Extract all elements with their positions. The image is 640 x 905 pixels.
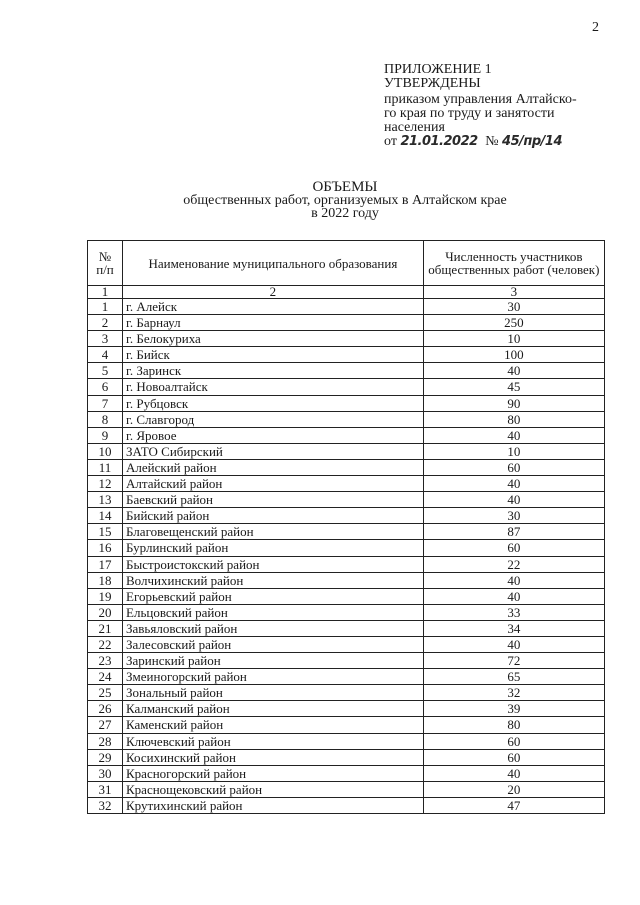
municipality-name: Алтайский район <box>123 476 424 492</box>
header-participants: Численность участников общественных работ (человек) <box>423 241 604 286</box>
participants-count: 22 <box>423 556 604 572</box>
municipality-name: г. Барнаул <box>123 315 424 331</box>
table-row <box>88 749 605 765</box>
participants-count: 39 <box>423 701 604 717</box>
row-number: 12 <box>88 476 123 492</box>
table-row <box>88 443 605 459</box>
table-row <box>88 492 605 508</box>
municipality-name: Зональный район <box>123 685 424 701</box>
title-line: общественных работ, организуемых в Алтайском крае <box>183 193 507 208</box>
table-row <box>88 411 605 427</box>
row-number: 31 <box>88 781 123 797</box>
participants-count: 60 <box>423 459 604 475</box>
participants-count: 60 <box>423 749 604 765</box>
participants-count: 87 <box>423 524 604 540</box>
table-row <box>88 653 605 669</box>
row-number: 29 <box>88 749 123 765</box>
document-title <box>120 181 570 220</box>
municipality-name: г. Славгород <box>123 411 424 427</box>
participants-count: 30 <box>423 299 604 315</box>
row-number: 10 <box>88 443 123 459</box>
row-number: 24 <box>88 669 123 685</box>
order-line: приказом управления Алтайско- <box>384 92 577 107</box>
row-number: 23 <box>88 653 123 669</box>
volumes-table <box>87 240 605 814</box>
municipality-name: г. Рубцовск <box>123 395 424 411</box>
municipality-name: Змеиногорский район <box>123 669 424 685</box>
participants-count: 10 <box>423 331 604 347</box>
table-row <box>88 459 605 475</box>
row-number: 5 <box>88 363 123 379</box>
municipality-name: Быстроистокский район <box>123 556 424 572</box>
municipality-name: Алейский район <box>123 459 424 475</box>
table-header-row <box>88 241 605 286</box>
participants-count: 60 <box>423 540 604 556</box>
table-row <box>88 556 605 572</box>
row-number: 22 <box>88 636 123 652</box>
municipality-name: Калманский район <box>123 701 424 717</box>
table-row <box>88 797 605 813</box>
table-row <box>88 427 605 443</box>
title-line: в 2022 году <box>311 206 379 221</box>
participants-count: 60 <box>423 733 604 749</box>
row-number: 27 <box>88 717 123 733</box>
municipality-name: Залесовский район <box>123 636 424 652</box>
municipality-name: Бурлинский район <box>123 540 424 556</box>
municipality-name: Благовещенский район <box>123 524 424 540</box>
participants-count: 47 <box>423 797 604 813</box>
table-row <box>88 476 605 492</box>
row-number: 2 <box>88 315 123 331</box>
row-number: 16 <box>88 540 123 556</box>
municipality-name: г. Бийск <box>123 347 424 363</box>
participants-count: 30 <box>423 508 604 524</box>
row-number: 25 <box>88 685 123 701</box>
row-number: 1 <box>88 299 123 315</box>
municipality-name: г. Яровое <box>123 427 424 443</box>
row-number: 4 <box>88 347 123 363</box>
participants-count: 40 <box>423 476 604 492</box>
table-row <box>88 363 605 379</box>
row-number: 19 <box>88 588 123 604</box>
participants-count: 250 <box>423 315 604 331</box>
title-line: ОБЪЕМЫ <box>312 179 378 195</box>
municipality-name: Косихинский район <box>123 749 424 765</box>
participants-count: 40 <box>423 588 604 604</box>
row-number: 11 <box>88 459 123 475</box>
table-row <box>88 299 605 315</box>
municipality-name: Заринский район <box>123 653 424 669</box>
row-number: 17 <box>88 556 123 572</box>
row-number: 15 <box>88 524 123 540</box>
row-number: 6 <box>88 379 123 395</box>
header-municipality: Наименование муниципального образования <box>123 241 424 286</box>
table-row <box>88 540 605 556</box>
municipality-name: Красногорский район <box>123 765 424 781</box>
order-line: населения <box>384 120 445 135</box>
participants-count: 80 <box>423 411 604 427</box>
participants-count: 20 <box>423 781 604 797</box>
municipality-name: Ельцовский район <box>123 604 424 620</box>
participants-count: 90 <box>423 395 604 411</box>
participants-count: 10 <box>423 443 604 459</box>
participants-count: 65 <box>423 669 604 685</box>
participants-count: 40 <box>423 363 604 379</box>
municipality-name: г. Алейск <box>123 299 424 315</box>
order-date-line <box>384 135 620 149</box>
participants-count: 40 <box>423 636 604 652</box>
municipality-name: Баевский район <box>123 492 424 508</box>
municipality-name: Волчихинский район <box>123 572 424 588</box>
order-line: го края по труду и занятости <box>384 106 555 121</box>
row-number: 18 <box>88 572 123 588</box>
row-number: 13 <box>88 492 123 508</box>
municipality-name: г. Заринск <box>123 363 424 379</box>
table-row <box>88 604 605 620</box>
table-row <box>88 524 605 540</box>
participants-count: 34 <box>423 620 604 636</box>
row-number: 8 <box>88 411 123 427</box>
participants-count: 40 <box>423 765 604 781</box>
municipality-name: Крутихинский район <box>123 797 424 813</box>
municipality-name: Краснощековский район <box>123 781 424 797</box>
number-sign: № <box>485 134 499 149</box>
municipality-name: г. Белокуриха <box>123 331 424 347</box>
municipality-name: Завьяловский район <box>123 620 424 636</box>
municipality-name: Каменский район <box>123 717 424 733</box>
row-number: 9 <box>88 427 123 443</box>
table-row <box>88 620 605 636</box>
municipality-name: ЗАТО Сибирский <box>123 443 424 459</box>
row-number: 14 <box>88 508 123 524</box>
table-row <box>88 685 605 701</box>
column-number: 3 <box>423 286 604 299</box>
appendix-label: ПРИЛОЖЕНИЕ 1 <box>384 62 492 77</box>
participants-count: 40 <box>423 427 604 443</box>
participants-count: 80 <box>423 717 604 733</box>
table-row <box>88 588 605 604</box>
table-row <box>88 379 605 395</box>
row-number: 3 <box>88 331 123 347</box>
table-row <box>88 733 605 749</box>
municipality-name: Бийский район <box>123 508 424 524</box>
row-number: 20 <box>88 604 123 620</box>
municipality-name: Егорьевский район <box>123 588 424 604</box>
table-row <box>88 669 605 685</box>
table-row <box>88 717 605 733</box>
column-number: 1 <box>88 286 123 299</box>
participants-count: 100 <box>423 347 604 363</box>
participants-count: 72 <box>423 653 604 669</box>
table-row <box>88 572 605 588</box>
row-number: 7 <box>88 395 123 411</box>
participants-count: 32 <box>423 685 604 701</box>
approval-block <box>384 63 620 149</box>
municipality-name: Ключевский район <box>123 733 424 749</box>
table-row <box>88 315 605 331</box>
table-row <box>88 331 605 347</box>
participants-count: 40 <box>423 572 604 588</box>
row-number: 32 <box>88 797 123 813</box>
table-row <box>88 701 605 717</box>
table-row <box>88 395 605 411</box>
participants-count: 45 <box>423 379 604 395</box>
table-row <box>88 781 605 797</box>
participants-count: 33 <box>423 604 604 620</box>
municipality-name: г. Новоалтайск <box>123 379 424 395</box>
approved-label: УТВЕРЖДЕНЫ <box>384 76 481 91</box>
row-number: 30 <box>88 765 123 781</box>
handwritten-number: 45/пр/14 <box>502 134 563 149</box>
row-number: 28 <box>88 733 123 749</box>
row-number: 21 <box>88 620 123 636</box>
table-row <box>88 765 605 781</box>
page-number: 2 <box>592 20 599 35</box>
date-prefix: от <box>384 134 397 149</box>
participants-count: 40 <box>423 492 604 508</box>
header-number: № п/п <box>88 241 123 286</box>
table-row <box>88 508 605 524</box>
handwritten-date: 21.01.2022 <box>400 134 478 149</box>
table-row <box>88 347 605 363</box>
row-number: 26 <box>88 701 123 717</box>
column-number: 2 <box>123 286 424 299</box>
table-row <box>88 636 605 652</box>
column-numbers-row <box>88 286 605 299</box>
